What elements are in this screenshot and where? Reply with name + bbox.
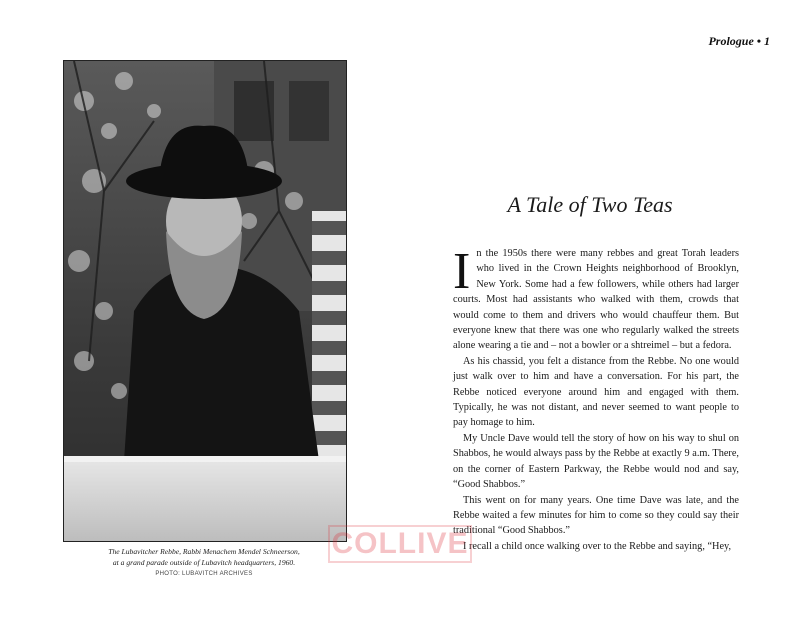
- drop-cap: I: [453, 243, 471, 300]
- caption-line: The Lubavitcher Rebbe, Rabbi Menachem Mendel Schneerson,: [108, 547, 300, 556]
- photo-credit: PHOTO: LUBAVITCH ARCHIVES: [155, 571, 253, 577]
- running-head: Prologue • 1: [708, 34, 770, 48]
- chapter-title: A Tale of Two Teas: [507, 192, 673, 217]
- photo-caption: [63, 546, 345, 580]
- paragraph: This went on for many years. One time Dave was late, and the Rebbe waited a few minutes for him to come so they could say their traditional “Good Shabbos.”: [453, 494, 739, 537]
- watermark-logo: COLLIVE: [328, 525, 472, 563]
- body-text: [453, 243, 739, 554]
- paragraph: In the 1950s there were many rebbes and great Torah leaders who lived in the Crown Heights neighborhood of Brooklyn, New York. Some had a few followers, while others had larger courts. Most had assistants who walked with them, crowds that would come to them and drivers who would chauffeur them. But everyone knew that there was one who regularly walked the streets alone wearing a tie and – not a bowler or a shtreimel – but a fedora.: [453, 243, 739, 352]
- rebbe-photograph: [63, 60, 347, 542]
- paragraph: My Uncle Dave would tell the story of how on his way to shul on Shabbos, he would always pass by the Rebbe at exactly 9 a.m. There, on the corner of Eastern Parkway, the Rebbe would nod and say, “Good Shabbos.”: [453, 432, 739, 491]
- paragraph: As his chassid, you felt a distance from the Rebbe. No one would just walk over to him and have a conversation. For his part, the Rebbe noticed everyone around him and engaged with them. Typically, he was not distant, and never seemed to want people to pay homage to him.: [453, 355, 739, 429]
- paragraph: I recall a child once walking over to the Rebbe and saying, “Hey,: [463, 540, 732, 552]
- caption-line: at a grand parade outside of Lubavitch headquarters, 1960.: [112, 558, 296, 567]
